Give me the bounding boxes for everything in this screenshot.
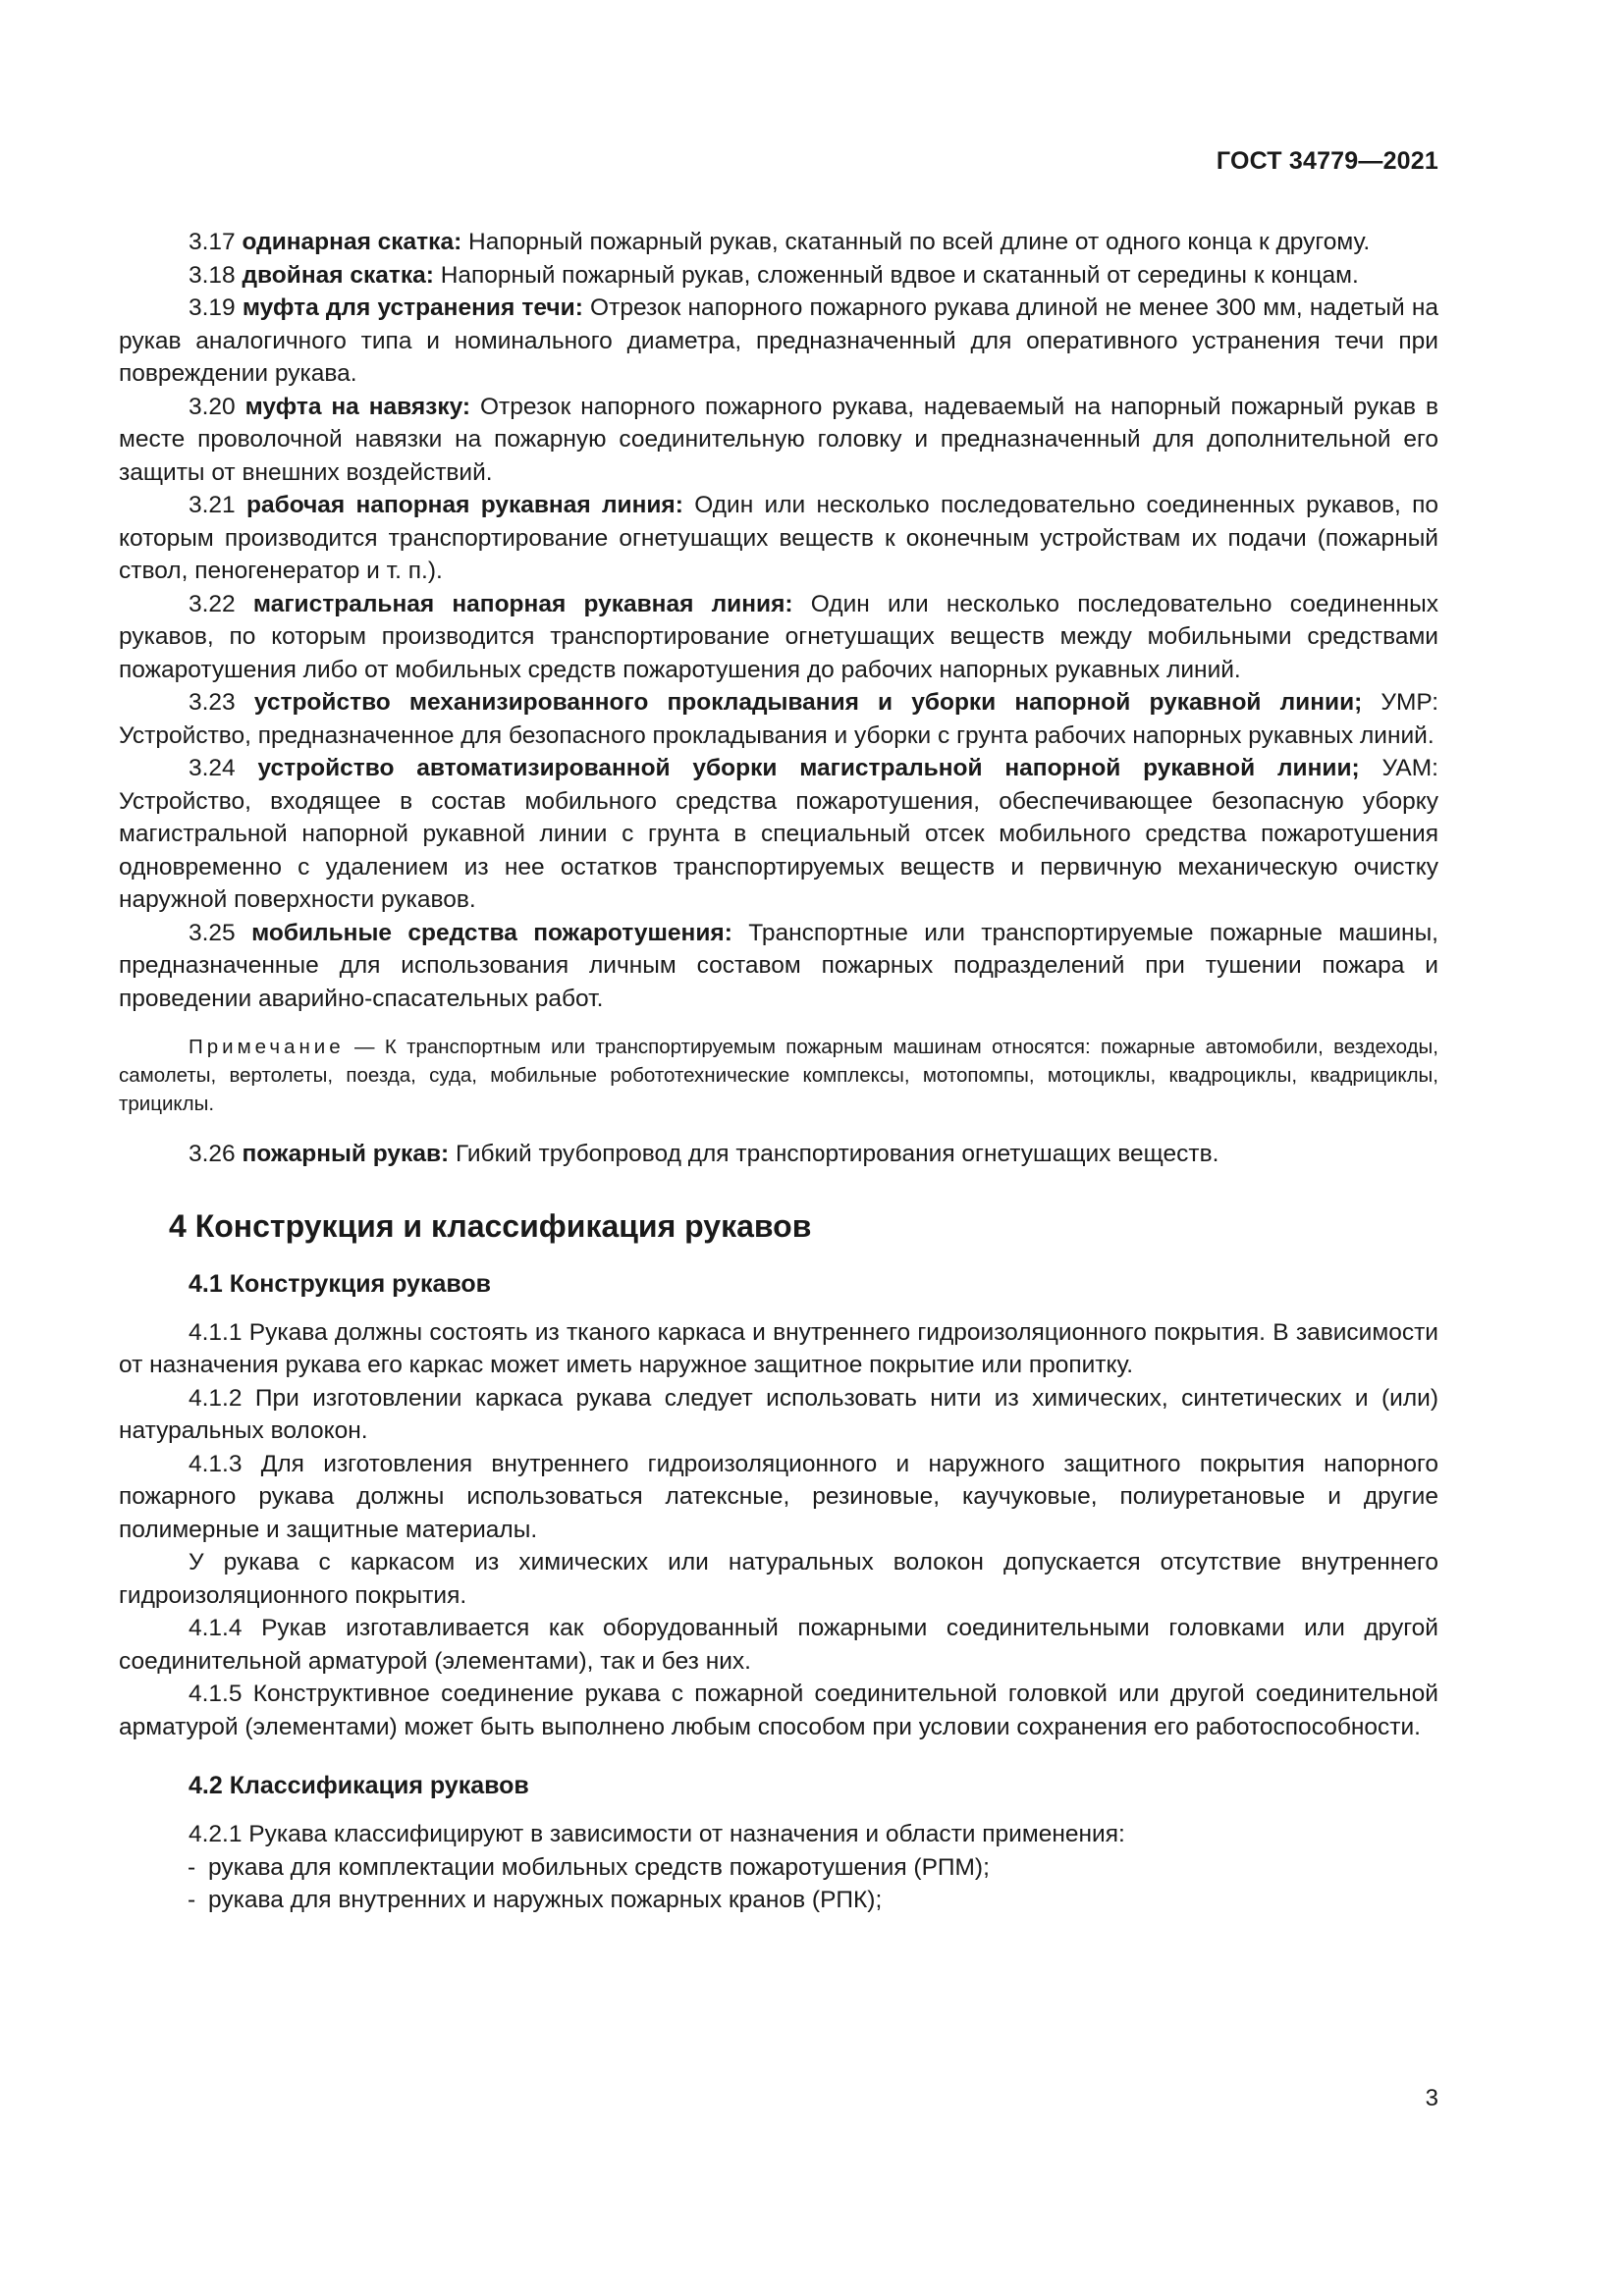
- term-title: устройство автоматизированной уборки магистральной напорной рукавной линии;: [257, 755, 1360, 781]
- list-item: [119, 1851, 1438, 1885]
- list-item-text: рукава для внутренних и наружных пожарных кранов (РПК);: [208, 1887, 883, 1913]
- term-title: пожарный рукав:: [242, 1141, 450, 1167]
- term-number: 3.26: [189, 1141, 236, 1167]
- paragraph-4-1-4: 4.1.4 Рукав изготавливается как оборудованный пожарными соединительными головками или другой соединительной арматурой (элементами), так и без них.: [119, 1615, 1438, 1675]
- term-number: 3.24: [189, 755, 236, 781]
- term-number: 3.18: [189, 261, 236, 289]
- term-definition: Напорный пожарный рукав, сложенный вдвое и скатанный от середины к концам.: [433, 261, 1359, 289]
- term-definition: Транспортные или транспортируемые пожарные машины, предназначенные для использования личным составом пожарных подразделений при тушении пожара и проведении аварийно-спасательных работ.: [119, 919, 1438, 1012]
- list-item-text: рукава для комплектации мобильных средств пожаротушения (РПМ);: [208, 1853, 990, 1881]
- term-definition: УАМ: Устройство, входящее в состав мобильного средства пожаротушения, обеспечивающее безопасную уборку магистральной напорной рукавной линии с грунта в специальный отсек мобильного средства пожаротушения одновременно с удалением из нее остатков транспортируемых веществ и первичную механическую очистку наружной поверхности рукавов.: [119, 755, 1438, 913]
- note-label: Примечание: [189, 1036, 345, 1058]
- paragraph-4-2-1: 4.2.1 Рукава классифицируют в зависимости от назначения и области применения:: [189, 1821, 1125, 1847]
- term-title: устройство механизированного прокладывания и уборки напорной рукавной линии;: [253, 689, 1363, 716]
- term-title: мобильные средства пожаротушения:: [251, 919, 732, 946]
- term-3-20: [119, 391, 1438, 490]
- document-body: [119, 226, 1438, 1917]
- term-number: 3.22: [189, 590, 236, 617]
- paragraph-4-1-2: 4.1.2 При изготовлении каркаса рукава следует использовать нити из химических, синтетических и (или) натуральных волокон.: [119, 1384, 1438, 1444]
- term-definition: Один или несколько последовательно соединенных рукавов, по которым производится транспортирование огнетушащих веществ к оконечным устройствам их подачи (пожарный ствол, пеногенератор и т. п.).: [119, 492, 1438, 584]
- term-definition: Отрезок напорного пожарного рукава, надеваемый на напорный пожарный рукав в месте проволочной навязки на пожарную соединительную головку и предназначенный для дополнительной его защиты от внешних воздействий.: [119, 393, 1438, 486]
- term-3-25: [119, 917, 1438, 1016]
- term-title: муфта для устранения течи:: [242, 294, 583, 321]
- term-3-22: [119, 588, 1438, 687]
- list-item: [119, 1884, 1438, 1917]
- term-definition: Отрезок напорного пожарного рукава длиной не менее 300 мм, надетый на рукав аналогичного типа и номинального диаметра, предназначенный для оперативного устранения течи при повреждении рукава.: [119, 294, 1438, 387]
- term-definition: Гибкий трубопровод для транспортирования огнетушащих веществ.: [449, 1141, 1219, 1167]
- page-number: 3: [1425, 2085, 1438, 2111]
- term-definition: Один или несколько последовательно соединенных рукавов, по которым производится транспортирование огнетушащих веществ между мобильными средствами пожаротушения либо от мобильных средств пожаротушения до рабочих напорных рукавных линий.: [119, 590, 1439, 683]
- list-dash: -: [188, 1887, 196, 1913]
- note-text: — К транспортным или транспортируемым пожарным машинам относятся: пожарные автомобили, вездеходы, самолеты, вертолеты, поезда, суда, мобильные робототехнические комплексы, мотопомпы, мотоциклы, квадроциклы, квадрициклы, трициклы.: [119, 1036, 1438, 1115]
- term-title: магистральная напорная рукавная линия:: [252, 590, 793, 617]
- paragraph-4-1-1: 4.1.1 Рукава должны состоять из тканого каркаса и внутреннего гидроизоляционного покрытия. В зависимости от назначения рукава его каркас может иметь наружное защитное покрытие или пропитку.: [119, 1318, 1438, 1378]
- term-3-24: [119, 752, 1438, 917]
- note-block: [119, 1033, 1438, 1118]
- term-3-18: [119, 259, 1438, 293]
- term-title: рабочая напорная рукавная линия:: [246, 492, 683, 518]
- paragraph-4-1-3-cont: У рукава с каркасом из химических или натуральных волокон допускается отсутствие внутреннего гидроизоляционного покрытия.: [119, 1549, 1438, 1609]
- document-code-header: ГОСТ 34779—2021: [1216, 147, 1438, 175]
- term-number: 3.23: [189, 689, 236, 716]
- term-title: двойная скатка:: [242, 261, 434, 289]
- term-number: 3.17: [189, 229, 236, 255]
- subsection-4-2-heading: 4.2 Классификация рукавов: [189, 1772, 529, 1799]
- term-number: 3.21: [189, 492, 236, 518]
- term-number: 3.19: [189, 294, 236, 321]
- term-number: 3.20: [189, 393, 236, 420]
- term-3-21: [119, 489, 1438, 588]
- paragraph-4-1-5: 4.1.5 Конструктивное соединение рукава с пожарной соединительной головкой или другой соединительной арматурой (элементами) может быть выполнено любым способом при условии сохранения его работоспособности.: [119, 1681, 1438, 1740]
- term-title: муфта на навязку:: [244, 393, 471, 420]
- term-definition: Напорный пожарный рукав, скатанный по всей длине от одного конца к другому.: [461, 229, 1371, 255]
- term-3-19: [119, 292, 1438, 391]
- paragraph-4-1-3: 4.1.3 Для изготовления внутреннего гидроизоляционного и наружного защитного покрытия напорного пожарного рукава должны использоваться латексные, резиновые, каучуковые, полиуретановые и другие полимерные и защитные материалы.: [119, 1450, 1438, 1543]
- section-4-heading: 4 Конструкция и классификация рукавов: [169, 1207, 812, 1244]
- term-3-26: [119, 1138, 1438, 1171]
- term-number: 3.25: [189, 919, 236, 946]
- term-definition: УМР: Устройство, предназначенное для безопасного прокладывания и уборки с грунта рабочих напорных рукавных линий.: [119, 689, 1439, 749]
- subsection-4-1-heading: 4.1 Конструкция рукавов: [189, 1269, 492, 1298]
- list-dash: -: [188, 1853, 196, 1881]
- term-3-23: [119, 686, 1438, 752]
- term-3-17: [119, 226, 1438, 259]
- term-title: одинарная скатка:: [242, 229, 462, 255]
